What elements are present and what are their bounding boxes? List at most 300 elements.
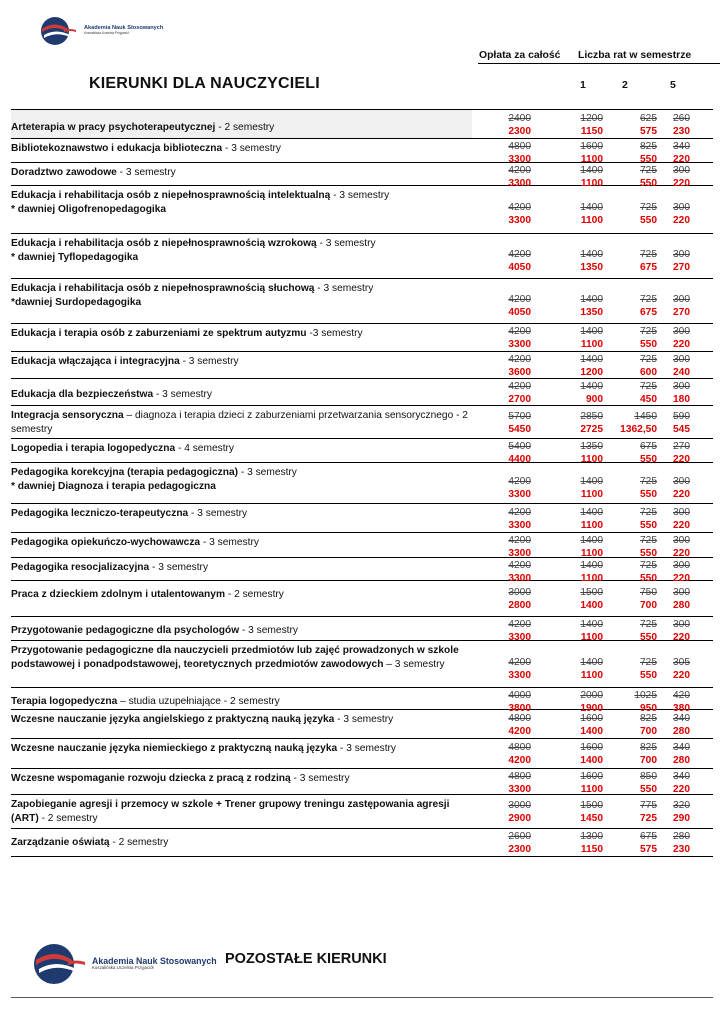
- new-price-total: 4200: [508, 726, 531, 737]
- new-price-rate-2: 450: [640, 394, 657, 405]
- new-price-rate-1: 1150: [580, 844, 603, 855]
- new-price-rate-5: 380: [673, 703, 690, 714]
- old-price-rate-5: 340: [673, 713, 690, 724]
- old-price-rate-1: 1400: [580, 249, 603, 260]
- new-price-rate-5: 220: [673, 632, 690, 643]
- new-price-rate-2: 550: [640, 489, 657, 500]
- program-cell: [11, 533, 472, 557]
- new-price-rate-1: 1100: [580, 489, 603, 500]
- program-name: [11, 644, 471, 671]
- old-price-rate-1: 1600: [580, 713, 603, 724]
- program-duration: - 3 semestry: [116, 167, 176, 178]
- program-name: [11, 189, 471, 216]
- new-price-rate-5: 270: [673, 262, 690, 273]
- old-price-rate-5: 340: [673, 141, 690, 152]
- program-name: [11, 798, 471, 825]
- new-price-rate-1: 1350: [580, 262, 603, 273]
- program-name: [11, 713, 471, 727]
- table-row: [11, 769, 713, 795]
- program-duration: - 4 semestry: [175, 443, 235, 454]
- program-title: Pedagogika korekcyjna (terapia pedagogiczna): [11, 467, 239, 478]
- old-price-total: 2400: [508, 113, 531, 124]
- installment-count-5: 5: [670, 79, 676, 91]
- old-price-total: 3000: [508, 587, 531, 598]
- old-price-rate-5: 300: [673, 560, 690, 571]
- program-title: Pedagogika leczniczo-terapeutyczna: [11, 508, 189, 519]
- new-price-total: 3300: [508, 632, 531, 643]
- new-price-total: 3800: [508, 703, 531, 714]
- old-price-rate-2: 1450: [634, 411, 657, 422]
- old-price-rate-1: 1600: [580, 742, 603, 753]
- old-price-rate-5: 300: [673, 587, 690, 598]
- installment-count-1: 1: [580, 79, 586, 91]
- new-price-rate-2: 550: [640, 154, 657, 165]
- new-price-rate-1: 1100: [580, 670, 603, 681]
- program-title: Zapobieganie agresji i przemocy w szkole + Trener grupowy treningu zastępowania agresji (ART): [11, 799, 450, 824]
- program-name: [11, 507, 471, 521]
- footer-logo-tagline: Koszalińska Uczelnia Przyjaciół: [92, 965, 154, 971]
- old-price-rate-1: 2850: [580, 411, 603, 422]
- page-title: KIERUNKI DLA NAUCZYCIELI: [89, 75, 320, 92]
- old-price-rate-5: 300: [673, 476, 690, 487]
- program-duration: - 3 semestry: [314, 283, 374, 294]
- new-price-rate-2: 550: [640, 215, 657, 226]
- new-price-total: 2300: [508, 844, 531, 855]
- table-row: [11, 504, 713, 533]
- old-price-rate-1: 1400: [580, 381, 603, 392]
- footer-rule: [11, 997, 713, 998]
- new-price-total: 3300: [508, 784, 531, 795]
- new-price-rate-2: 550: [640, 178, 657, 189]
- program-title: Edukacja włączająca i integracyjna: [11, 356, 180, 367]
- footer-logo-emblem-icon: [30, 942, 88, 986]
- program-title: Wczesne wspomaganie rozwoju dziecka z pracą z rodziną: [11, 773, 291, 784]
- program-name: [11, 466, 471, 493]
- new-price-total: 3300: [508, 154, 531, 165]
- new-price-total: 3300: [508, 178, 531, 189]
- old-price-rate-5: 300: [673, 326, 690, 337]
- program-cell: [11, 279, 472, 323]
- new-price-rate-2: 700: [640, 755, 657, 766]
- table-row: [11, 439, 713, 463]
- new-price-rate-1: 1200: [580, 367, 603, 378]
- program-name: [11, 695, 471, 709]
- new-price-total: 4050: [508, 262, 531, 273]
- new-price-rate-2: 600: [640, 367, 657, 378]
- old-price-total: 5700: [508, 411, 531, 422]
- old-price-rate-1: 1400: [580, 354, 603, 365]
- program-name: [11, 121, 471, 135]
- program-title: Przygotowanie pedagogiczne dla nauczycieli przedmiotów lub zajęć prowadzonych w szkole podstawowej i ponadpodstawowej, teoretycznych przedmiotów zawodowych: [11, 645, 459, 670]
- new-price-rate-5: 220: [673, 454, 690, 465]
- program-duration: - 3 semestry: [239, 625, 298, 636]
- new-price-rate-1: 1100: [580, 520, 603, 531]
- old-price-total: 4000: [508, 690, 531, 701]
- program-cell: [11, 581, 472, 616]
- program-name: [11, 588, 471, 602]
- new-price-rate-5: 220: [673, 670, 690, 681]
- program-duration: - 3 semestry: [334, 714, 394, 725]
- old-price-total: 4800: [508, 141, 531, 152]
- old-price-rate-2: 725: [640, 657, 657, 668]
- old-price-rate-2: 725: [640, 535, 657, 546]
- program-title: Bibliotekoznawstwo i edukacja biblioteczna: [11, 143, 223, 154]
- program-cell: [11, 324, 472, 351]
- program-cell: [11, 504, 472, 532]
- new-price-rate-1: 1100: [580, 784, 603, 795]
- program-title: Pedagogika opiekuńczo-wychowawcza: [11, 537, 201, 548]
- old-price-total: 4200: [508, 326, 531, 337]
- table-row: [11, 406, 713, 439]
- new-price-rate-5: 220: [673, 489, 690, 500]
- table-row: [11, 617, 713, 641]
- table-row: [11, 641, 713, 688]
- program-duration: - 3 semestry: [153, 389, 212, 400]
- program-title: Wczesne nauczanie języka niemieckiego z praktyczną nauką języka: [11, 743, 338, 754]
- program-name: [11, 166, 471, 180]
- table-row: [11, 279, 713, 324]
- old-price-rate-2: 725: [640, 354, 657, 365]
- new-price-rate-2: 550: [640, 784, 657, 795]
- old-price-total: 4200: [508, 381, 531, 392]
- old-price-rate-1: 1400: [580, 165, 603, 176]
- old-price-rate-1: 1400: [580, 535, 603, 546]
- new-price-rate-1: 1100: [580, 548, 603, 559]
- program-cell: [11, 110, 472, 138]
- new-price-total: 3300: [508, 520, 531, 531]
- new-price-total: 2900: [508, 813, 531, 824]
- new-price-rate-1: 2725: [580, 424, 603, 435]
- program-name: [11, 561, 471, 575]
- new-price-rate-5: 240: [673, 367, 690, 378]
- program-cell: [11, 463, 472, 503]
- new-price-total: 2700: [508, 394, 531, 405]
- old-price-total: 5400: [508, 441, 531, 452]
- old-price-rate-5: 300: [673, 535, 690, 546]
- new-price-rate-2: 575: [640, 126, 657, 137]
- program-cell: [11, 139, 472, 162]
- program-cell: [11, 186, 472, 233]
- old-price-rate-5: 590: [673, 411, 690, 422]
- program-duration: -3 semestry: [306, 328, 363, 339]
- program-duration: - 2 semestry: [109, 837, 169, 848]
- program-duration: - 3 semestry: [330, 190, 390, 201]
- program-title: Terapia logopedyczna: [11, 696, 118, 707]
- old-price-rate-1: 1400: [580, 507, 603, 518]
- footer-logo-name: Akademia Nauk Stosowanych: [92, 956, 217, 967]
- program-cell: [11, 617, 472, 640]
- new-price-rate-5: 230: [673, 126, 690, 137]
- old-price-rate-1: 1300: [580, 831, 603, 842]
- new-price-rate-1: 1150: [580, 126, 603, 137]
- program-duration: – 3 semestry: [383, 658, 445, 670]
- table-row: [11, 558, 713, 584]
- old-price-rate-1: 1600: [580, 771, 603, 782]
- old-price-rate-5: 300: [673, 507, 690, 518]
- program-cell: [11, 558, 472, 580]
- program-duration: - 3 semestry: [200, 537, 259, 548]
- new-price-rate-2: 550: [640, 548, 657, 559]
- new-price-total: 2300: [508, 126, 531, 137]
- logo-name: Akademia Nauk Stosowanych: [84, 25, 164, 32]
- new-price-rate-2: 550: [640, 632, 657, 643]
- new-price-rate-2: 700: [640, 726, 657, 737]
- new-price-rate-5: 220: [673, 178, 690, 189]
- new-price-total: 4200: [508, 755, 531, 766]
- old-price-total: 4200: [508, 249, 531, 260]
- old-price-rate-2: 675: [640, 441, 657, 452]
- table-row: [11, 710, 713, 739]
- program-duration: - 3 semestry: [222, 143, 282, 154]
- new-price-total: 5450: [508, 424, 531, 435]
- program-name: [11, 442, 471, 456]
- old-price-total: 4200: [508, 619, 531, 630]
- program-title: Edukacja i rehabilitacja osób z niepełnosprawnością intelektualną: [11, 190, 331, 201]
- new-price-rate-5: 180: [673, 394, 690, 405]
- program-duration: - 3 semestry: [188, 508, 248, 519]
- program-duration: - 2 semestry: [215, 122, 275, 133]
- footer-academy-logo: [30, 942, 217, 986]
- old-price-rate-1: 1500: [580, 587, 603, 598]
- old-price-rate-2: 750: [640, 587, 657, 598]
- program-cell: [11, 352, 472, 378]
- new-price-total: 2800: [508, 600, 531, 611]
- program-cell: [11, 379, 472, 405]
- academy-logo: [36, 16, 163, 46]
- table-row: [11, 739, 713, 769]
- program-title: Arteterapia w pracy psychoterapeutycznej: [11, 122, 216, 133]
- old-price-rate-1: 1200: [580, 113, 603, 124]
- new-price-rate-1: 1450: [580, 813, 603, 824]
- old-price-rate-2: 725: [640, 249, 657, 260]
- table-row: [11, 795, 713, 829]
- installments-column-header: Liczba rat w semestrze: [578, 50, 692, 61]
- old-price-total: 4200: [508, 560, 531, 571]
- old-price-rate-1: 1400: [580, 560, 603, 571]
- program-duration: - 3 semestry: [337, 743, 397, 754]
- other-programs-heading: POZOSTAŁE KIERUNKI: [225, 951, 387, 967]
- new-price-rate-1: 900: [586, 394, 603, 405]
- new-price-rate-5: 290: [673, 813, 690, 824]
- table-row: [11, 352, 713, 379]
- new-price-rate-5: 220: [673, 573, 690, 584]
- old-price-total: 4200: [508, 507, 531, 518]
- new-price-rate-2: 550: [640, 670, 657, 681]
- table-row: [11, 463, 713, 504]
- new-price-rate-2: 575: [640, 844, 657, 855]
- program-cell: [11, 710, 472, 738]
- new-price-rate-1: 1100: [580, 339, 603, 350]
- old-price-rate-1: 1400: [580, 476, 603, 487]
- new-price-rate-1: 1900: [580, 703, 603, 714]
- old-price-rate-2: 775: [640, 800, 657, 811]
- program-title: Edukacja i rehabilitacja osób z niepełnosprawnością słuchową: [11, 283, 315, 294]
- program-cell: [11, 163, 472, 185]
- new-price-rate-1: 1100: [580, 154, 603, 165]
- old-price-rate-5: 300: [673, 294, 690, 305]
- old-price-rate-1: 1500: [580, 800, 603, 811]
- table-row: [11, 139, 713, 163]
- program-duration: – studia uzupełniające - 2 semestry: [117, 696, 280, 707]
- new-price-total: 3300: [508, 573, 531, 584]
- program-cell: [11, 406, 472, 438]
- program-title: Praca z dzieckiem zdolnym i utalentowanym: [11, 589, 226, 600]
- new-price-rate-2: 950: [640, 703, 657, 714]
- old-price-total: 3000: [508, 800, 531, 811]
- old-price-rate-2: 725: [640, 560, 657, 571]
- new-price-total: 3300: [508, 489, 531, 500]
- new-price-rate-5: 280: [673, 726, 690, 737]
- old-price-rate-2: 725: [640, 619, 657, 630]
- new-price-rate-2: 550: [640, 454, 657, 465]
- old-price-rate-1: 1350: [580, 441, 603, 452]
- new-price-total: 3300: [508, 339, 531, 350]
- program-duration: - 3 semestry: [149, 562, 209, 573]
- program-duration: – diagnoza i terapia dzieci z zaburzeniami przetwarzania sensorycznego - 2 semestry: [11, 410, 468, 435]
- new-price-rate-2: 700: [640, 600, 657, 611]
- program-title: Doradztwo zawodowe: [11, 167, 117, 178]
- new-price-rate-1: 1100: [580, 215, 603, 226]
- table-row: [11, 110, 713, 139]
- new-price-rate-5: 220: [673, 215, 690, 226]
- old-price-rate-2: 1025: [634, 690, 657, 701]
- old-price-rate-2: 725: [640, 507, 657, 518]
- program-title: Edukacja i terapia osób z zaburzeniami ze spektrum autyzmu: [11, 328, 307, 339]
- program-name: [11, 282, 471, 309]
- header-divider: [478, 63, 720, 64]
- program-duration: - 3 semestry: [316, 238, 376, 249]
- program-title: Edukacja dla bezpieczeństwa: [11, 389, 154, 400]
- old-price-rate-1: 1400: [580, 294, 603, 305]
- old-price-rate-1: 1400: [580, 202, 603, 213]
- new-price-rate-1: 1100: [580, 632, 603, 643]
- program-name: [11, 327, 471, 341]
- new-price-total: 4050: [508, 307, 531, 318]
- old-price-rate-5: 300: [673, 381, 690, 392]
- old-price-rate-1: 1400: [580, 657, 603, 668]
- old-price-total: 4200: [508, 354, 531, 365]
- old-price-rate-5: 300: [673, 249, 690, 260]
- new-price-rate-5: 220: [673, 520, 690, 531]
- old-price-rate-5: 340: [673, 771, 690, 782]
- new-price-rate-2: 550: [640, 520, 657, 531]
- new-price-rate-1: 1100: [580, 573, 603, 584]
- new-price-rate-5: 280: [673, 755, 690, 766]
- old-price-rate-2: 625: [640, 113, 657, 124]
- program-duration: - 3 semestry: [290, 773, 350, 784]
- new-price-rate-1: 1350: [580, 307, 603, 318]
- old-price-rate-1: 1400: [580, 326, 603, 337]
- program-former-name: * dawniej Diagnoza i terapia pedagogiczna: [11, 480, 216, 492]
- old-price-rate-5: 300: [673, 354, 690, 365]
- old-price-total: 2600: [508, 831, 531, 842]
- new-price-rate-5: 545: [673, 424, 690, 435]
- old-price-rate-2: 725: [640, 476, 657, 487]
- old-price-total: 4200: [508, 535, 531, 546]
- new-price-total: 3300: [508, 548, 531, 559]
- new-price-rate-1: 1400: [580, 755, 603, 766]
- program-title: Przygotowanie pedagogiczne dla psychologów: [11, 625, 240, 636]
- program-title: Edukacja i rehabilitacja osób z niepełnosprawnością wzrokową: [11, 238, 317, 249]
- old-price-rate-5: 420: [673, 690, 690, 701]
- old-price-total: 4200: [508, 165, 531, 176]
- program-cell: [11, 829, 472, 856]
- old-price-total: 4200: [508, 294, 531, 305]
- table-row: [11, 581, 713, 617]
- program-cell: [11, 795, 472, 828]
- old-price-rate-5: 320: [673, 800, 690, 811]
- program-name: [11, 355, 471, 369]
- table-row: [11, 163, 713, 189]
- new-price-rate-5: 230: [673, 844, 690, 855]
- old-price-rate-2: 725: [640, 202, 657, 213]
- table-row: [11, 533, 713, 558]
- new-price-rate-2: 725: [640, 813, 657, 824]
- program-title: Pedagogika resocjalizacyjna: [11, 562, 150, 573]
- old-price-rate-1: 1400: [580, 619, 603, 630]
- table-row: [11, 379, 713, 406]
- old-price-rate-2: 725: [640, 294, 657, 305]
- old-price-rate-5: 270: [673, 441, 690, 452]
- table-row: [11, 324, 713, 352]
- program-duration: - 2 semestry: [38, 812, 98, 824]
- table-row: [11, 829, 713, 857]
- program-name: [11, 237, 471, 264]
- program-duration: - 3 semestry: [238, 467, 297, 478]
- program-name: [11, 836, 471, 850]
- logo-tagline: Koszalińska Uczelnia Przyjaciół: [84, 31, 129, 36]
- program-cell: [11, 439, 472, 462]
- program-former-name: * dawniej Tyflopedagogika: [11, 251, 139, 263]
- fee-column-header: Opłata za całość: [479, 50, 561, 61]
- program-name: [11, 624, 471, 638]
- program-duration: - 2 semestry: [225, 589, 284, 600]
- program-name: [11, 742, 471, 756]
- new-price-total: 3600: [508, 367, 531, 378]
- old-price-total: 4200: [508, 657, 531, 668]
- program-name: [11, 772, 471, 786]
- program-duration: - 3 semestry: [179, 356, 239, 367]
- new-price-rate-5: 220: [673, 784, 690, 795]
- old-price-rate-5: 300: [673, 619, 690, 630]
- old-price-rate-5: 300: [673, 202, 690, 213]
- old-price-rate-2: 725: [640, 165, 657, 176]
- installment-count-2: 2: [622, 79, 628, 91]
- old-price-total: 4800: [508, 742, 531, 753]
- new-price-rate-5: 220: [673, 548, 690, 559]
- logo-emblem-icon: [36, 16, 80, 46]
- new-price-rate-1: 1400: [580, 726, 603, 737]
- program-title: Logopedia i terapia logopedyczna: [11, 443, 176, 454]
- program-name: [11, 536, 471, 550]
- old-price-rate-2: 725: [640, 381, 657, 392]
- old-price-rate-2: 825: [640, 713, 657, 724]
- old-price-total: 4200: [508, 476, 531, 487]
- new-price-rate-1: 1100: [580, 178, 603, 189]
- old-price-rate-5: 340: [673, 742, 690, 753]
- old-price-total: 4200: [508, 202, 531, 213]
- new-price-rate-2: 675: [640, 307, 657, 318]
- old-price-total: 4800: [508, 771, 531, 782]
- new-price-total: 3300: [508, 215, 531, 226]
- new-price-rate-2: 1362,50: [620, 424, 657, 435]
- table-row: [11, 234, 713, 279]
- new-price-rate-2: 550: [640, 339, 657, 350]
- program-cell: [11, 641, 472, 687]
- new-price-rate-1: 1400: [580, 600, 603, 611]
- new-price-total: 3300: [508, 670, 531, 681]
- table-row: [11, 688, 713, 714]
